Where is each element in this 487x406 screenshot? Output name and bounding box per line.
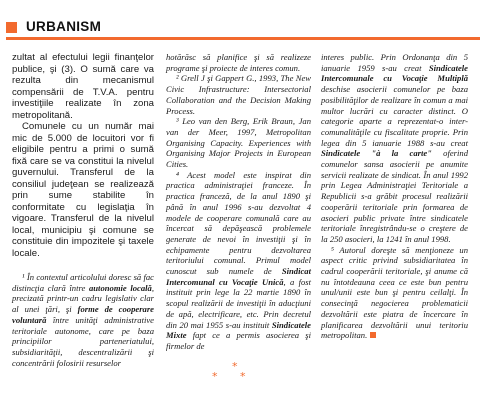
section-title: URBANISM [26,19,102,34]
footnote-term: forme de cooperare voluntară [12,304,154,325]
footnote-text: interes public. Prin Ordonanţa din 5 ianuarie 1959 s-au creat [321,52,468,73]
footnote-text: ⁵ Autorul doreşte să menţioneze un aspect critic privind subsidiaritatea în cadrul cooperării teritoriale, şi anume că nu întotdeauna ceea ce este bun pentru unul/unii este bun şi pentru ceilalţi. În consecinţă negocierea problematicii dezvoltării este piatra de încercare în planificarea dezvoltării unui teritoriu metropolitan. [321,244,468,341]
footnote-term: autonomie locală [88,282,152,293]
footnote-continuation [321,52,468,245]
footnote-text: fapt ce a permis asocierea şi firmelor de [166,330,311,351]
footnote-text: între unităţi administrative teritoriale autonome, care pe baza principiilor parteneriatului, subsidiarităţii, descentralizării şi concentrării folosirii resurselor [12,314,154,368]
column-middle [166,52,311,352]
footnote-1 [12,272,154,368]
footnote-text: , a fost instituit prin lege la 22 martie 1890 în scopul realizării de investiţii în aducţiuni de apă, electrificare, etc. Prin decretul din 20 mai 1955 s-au instituit [166,276,311,330]
footnote-2: ² Grell J şi Gappert G., 1993, The New Civic Infrastructure: Intersectorial Collaboration and the Decision Making Process. [166,73,311,116]
footnote-4 [166,170,311,352]
column-right [321,52,468,341]
ornament-star: * [232,360,238,373]
footnote-text: , precizată printr-un cadru legislativ clar al unei ţări, şi [12,282,154,315]
footnote-5 [321,245,468,341]
footnote-term: Sindicat Intercomunal cu Vocaţie Unică [166,266,311,287]
footnote-term: Sindicatele "à la carte" [321,148,432,159]
footnote-continuation: hotărăsc să planifice şi să realizeze programe şi proiecte de interes comun. [166,52,311,73]
footnote-term: Sindicatele Mixte [166,319,311,341]
body-paragraph: zultat al efectului legii finanţelor publice, şi (3). O sumă care va rezulta din mecanismul compensării de T.V.A. pentru investiţiile realizate în zona metropolitană. [12,52,154,121]
column-left [12,52,154,368]
footnote-text: deschise asocierii comunelor pe baza posibilităţilor de realizare în comun a mai multor lucrări cu caracter distinct. O categorie aparte a reprezentat-o inter-comunalităţile cu fiscalitate proprie. Prin legea din 5 ianuarie 1988 s-au creat [321,84,468,148]
section-marker-square [6,22,17,33]
body-text [12,52,154,259]
footnote-text: ¹ În contextul articolului doresc să fac distincţia clară între [12,272,154,293]
header-rule [6,37,480,40]
footnote-text: ⁴ Acest model este inspirat din practica administraţiei franceze. În practica franceză, de la anul 1890 şi până în anul 1996 s-au dezvoltat 4 modele de cooperare comunală care au încercat să depăşească problemele generate de nevoi în investiţii şi în echipamente pentru dezvoltarea teritoriului comunal. Primul model cunoscut sub numele de [166,169,311,277]
ornament-star: * [212,370,218,383]
end-of-article-square [370,332,376,338]
ornament-star: * [240,370,246,383]
section-header [6,17,480,39]
footnote-3: ³ Leo van den Berg, Erik Braun, Jan van der Meer, 1997, Metropolitan Organising Capacity. Experiences with Organising Major Projects in European Cities. [166,116,311,170]
body-paragraph: Comunele cu un număr mai mic de 5.000 de locuitori vor fi eligibile pentru a primi o sumă fixă care se va constitui la nivelul guvernului. Transferul de la consiliul judeţean se realizează prin sume stabilite în conformitate cu legislaţia în vigoare. Transferul de la nivelul local, municipiu şi comune se constituie din impozitele şi taxele locale. [12,121,154,259]
footnote-text: oferind comunelor sansa asocierii pe anumite servicii realizate de sindicat. În anul 1992 prin Legea Administraţiei Teritoriale a Republicii s-a grăbit procesul realizării cooperării teritoriale prin formarea de asocieri public private între sindicatele teritoriale înregistrându-se o creştere de la 250 asocieri, la 1241 în anul 1998. [321,148,468,244]
footnote-term: Sindicatele Intercomunale cu Vocaţie Multiplă [321,62,468,84]
ornament-stars [206,360,266,400]
